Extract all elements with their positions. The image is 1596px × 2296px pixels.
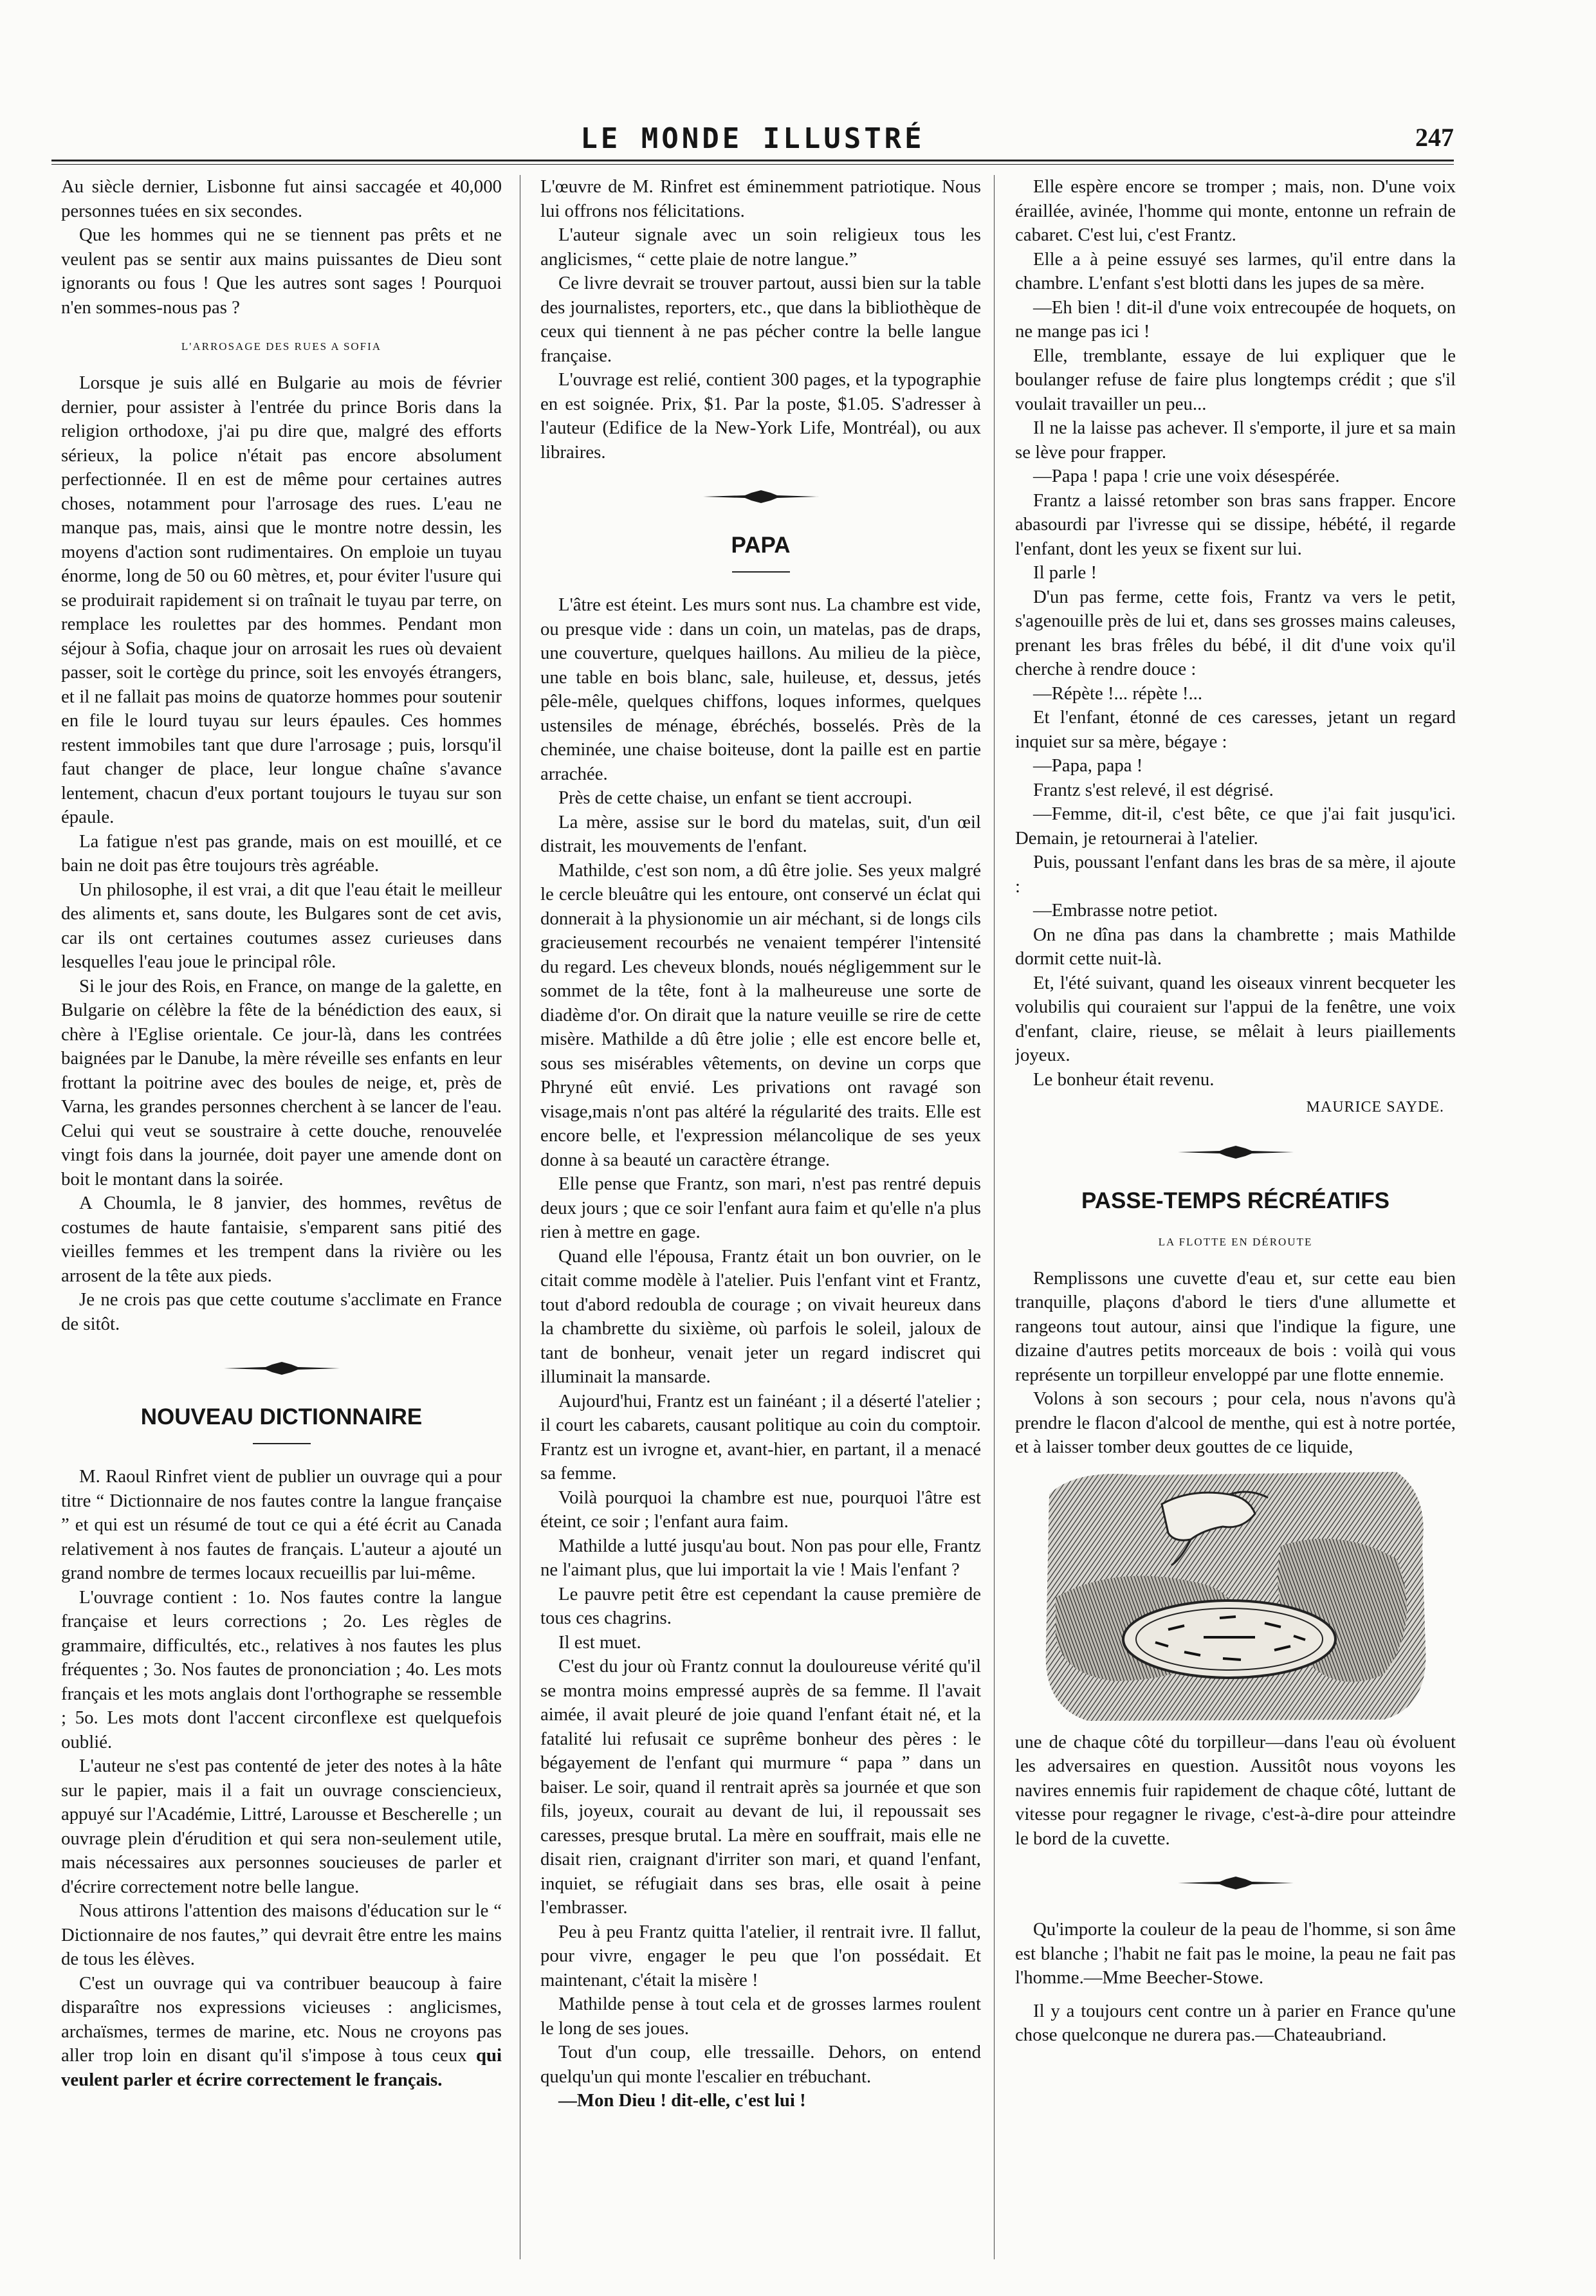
- paragraph: Nous attirons l'attention des maisons d'éducation sur le “ Dictionnaire de nos fautes,” qui devrait être entre les mains de tous les élèves.: [61, 1900, 502, 1969]
- paragraph: Elle espère encore se tromper ; mais, non. D'une voix éraillée, avinée, l'homme qui monte, entonne un refrain de cabaret. C'est lui, c'est Frantz.: [1015, 176, 1456, 245]
- paragraph: —Papa, papa !: [1033, 755, 1143, 776]
- paragraph: L'ouvrage contient : 1o. Nos fautes contre la langue française et leurs corrections ; 2o. Les règles de grammaire, difficultés, etc., relatives à nos fautes les plus fréquentes ; 3o. Nos fautes de prononciation ; 4o. Les mots français et les mots anglais dont l'orthographe se ressemble ; 5o. Les mots dont l'accent circonflexe est quelquefois oublié.: [61, 1586, 502, 1752]
- paragraph: Frantz a laissé retomber son bras sans frapper. Encore abasourdi par l'ivresse qui se dissipe, hébété, il regarde l'enfant, dont les yeux se fixent sur lui.: [1015, 490, 1456, 559]
- paragraph: La fatigue n'est pas grande, mais on est mouillé, et ce bain ne doit pas être toujours très agréable.: [61, 831, 502, 876]
- paragraph-text: C'est un ouvrage qui va contribuer beaucoup à faire disparaître nos expressions vicieuses : anglicismes, archaïsmes, termes de marine, etc. Nous ne croyons pas aller trop loin en disant qu'il s'impose à tous ceux: [61, 1972, 502, 2066]
- paragraph: —Eh bien ! dit-il d'une voix entrecoupée de hoquets, on ne mange pas ici !: [1015, 297, 1456, 342]
- paragraph: Mathilde a lutté jusqu'au bout. Non pas pour elle, Frantz ne l'aimant plus, que lui importait la vie ! Mais l'enfant ?: [540, 1535, 981, 1580]
- paragraph: Quand elle l'épousa, Frantz était un bon ouvrier, on le citait comme modèle à l'atelier. Puis l'enfant vint et Frantz, tout d'abord redoubla de courage ; on vivait heureux dans la chambrette du sixième, où parfois le soleil, jaloux de tant de bonheur, venait jeter un regard indiscret qui illuminait la mansarde.: [540, 1245, 981, 1387]
- paragraph: Lorsque je suis allé en Bulgarie au mois de février dernier, pour assister à l'entrée du prince Boris dans la religion orthodoxe, j'ai pu dire que, malgré des efforts sérieux, la police n'était pas encore absolument perfectionnée. Il en est de même pour certaines autres choses, notamment pour l'arrosage des rues. L'eau ne manque pas, mais, ainsi que le montre notre dessin, les moyens d'action sont rudimentaires. On emploie un tuyau énorme, long de 50 ou 60 mètres, et, pour éviter l'usure qui se produirait rapidement si on traînait le tuyau par terre, on remplace les roulettes par des hommes. Pendant mon séjour à Sofia, chaque jour on arrosait les rues où devaient passer, soit le cortège du prince, soit les envoyés étrangers, et il ne fallait pas moins de quatorze hommes pour soutenir en file le lourd tuyau sur leurs épaules. Ces hommes restent immobiles tant que dure l'arrosage ; puis, lorsqu'il faut changer de place, leur longue chaîne s'avance lentement, chacun d'eux portant toujours le tuyau sur son épaule.: [61, 372, 502, 827]
- paragraph: Elle a à peine essuyé ses larmes, qu'il entre dans la chambre. L'enfant s'est blotti dans les jupes de sa mère.: [1015, 248, 1456, 293]
- paragraph: Il parle !: [1033, 562, 1097, 583]
- column-1: [61, 175, 502, 2259]
- paragraph: Au siècle dernier, Lisbonne fut ainsi saccagée et 40,000 personnes tuées en six secondes.: [61, 176, 502, 221]
- paragraph: Ce livre devrait se trouver partout, aussi bien sur la table des journalistes, reporters, etc., que dans la bibliothèque de ceux qui tiennent à ne pas pécher contre la belle langue française.: [540, 273, 981, 366]
- paragraph: Frantz s'est relevé, il est dégrisé.: [1033, 779, 1274, 800]
- paragraph: Et, l'été suivant, quand les oiseaux vinrent becqueter les volubilis qui couraient sur l'appui de la fenêtre, une voix d'enfant, claire, rieuse, se mêlait à leurs piaillements joyeux.: [1015, 972, 1456, 1065]
- paragraph: Mathilde pense à tout cela et de grosses larmes roulent le long de ses joues.: [540, 1994, 981, 2039]
- ornament-divider: [540, 484, 981, 510]
- paragraph: Puis, poussant l'enfant dans les bras de sa mère, il ajoute :: [1015, 852, 1456, 897]
- paragraph: L'auteur signale avec un soin religieux tous les anglicismes, “ cette plaie de notre langue.”: [540, 225, 981, 270]
- paragraph: Il ne la laisse pas achever. Il s'emporte, il jure et sa main se lève pour frapper.: [1015, 418, 1456, 463]
- paragraph: Le bonheur était revenu.: [1033, 1069, 1215, 1090]
- paragraph: M. Raoul Rinfret vient de publier un ouvrage qui a pour titre “ Dictionnaire de nos fautes contre la langue française ” et qui est un résumé de tout ce qui a été écrit au Canada relativement à nos fautes de français. L'auteur a ajouté un grand nombre de termes locaux recueillis par lui-même.: [61, 1466, 502, 1583]
- paragraph: La mère, assise sur le bord du matelas, suit, d'un œil distrait, les mouvements de l'enfant.: [540, 811, 981, 856]
- section-title: PAPA: [731, 533, 791, 558]
- paragraph: A Choumla, le 8 janvier, des hommes, revêtus de costumes de haute fantaisie, s'emparent sans pitié des vieilles femmes et les trempent dans la rivière ou les arrosent de la tête aux pieds.: [61, 1193, 502, 1286]
- paragraph: [61, 1972, 502, 2093]
- paragraph: D'un pas ferme, cette fois, Frantz va vers le petit, s'agenouille près de lui et, dans ses grosses mains caleuses, prenant les bras frêles du bébé, il dit d'une voix qu'il cherche à rendre douce :: [1015, 586, 1456, 679]
- paragraph: Il est muet.: [558, 1631, 641, 1653]
- author-signature: MAURICE SAYDE.: [1306, 1099, 1444, 1116]
- paragraph: Près de cette chaise, un enfant se tient accroupi.: [558, 787, 913, 808]
- title-rule: [732, 571, 790, 573]
- paragraph: C'est du jour où Frantz connut la douloureuse vérité qu'il se montra moins empressé auprès de sa femme. Il l'avait aimée, il avait pleuré de joie quand l'enfant était né, et la fatalité lui refusait ce suprême bonheur des pères : le bégayement de l'enfant qui murmure “ papa ” dans un baiser. Le soir, quand il rentrait après sa journée et que son fils, joyeux, courait au devant de lui, il repoussait ses caresses, presque brutal. La mère en souffrait, mais elle ne disait rien, craignant d'irriter son mari, et quand l'enfant, inquiet, se réfugiait dans ses bras, elle osait à peine l'embrasser.: [540, 1656, 981, 1918]
- paragraph: —Répète !... répète !...: [1033, 683, 1203, 704]
- paragraph: Mathilde, c'est son nom, a dû être jolie. Ses yeux malgré le cercle bleuâtre qui les entoure, ont conservé un éclat qui donnerait à la physionomie un air méchant, si de longs cils gracieusement recourbés ne venaient tempérer l'intensité du regard. Les cheveux blonds, noués négligemment sur le sommet de la tête, font à la malheureuse une sorte de diadème d'or. On dirait que la nature veuille se rire de cette misère. Mathilde a dû être jolie ; elle est encore belle et, sous ses misérables vêtements, on devine un corps que Phryné eût envié. Les privations ont ravagé son visage,mais n'ont pas altéré la régularité des traits. Elle est encore belle, et l'expression mélancolique de ses yeux donne à sa beauté un caractère étrange.: [540, 859, 981, 1170]
- paragraph: Si le jour des Rois, en France, on mange de la galette, en Bulgarie on célèbre la fête de la bénédiction des eaux, si chère à l'Eglise orientale. Ce jour-là, dans les contrées baignées par le Danube, la mère réveille ses enfants en leur frottant la poitrine avec des boules de neige, et, près de Varna, les grandes personnes cherchent à se lancer de l'eau. Celui qui veut se soustraire à cette douche, renouvelée vingt fois dans la journée, doit payer une amende dont on boit le montant dans la soirée.: [61, 975, 502, 1189]
- paragraph: Peu à peu Frantz quitta l'atelier, il rentrait ivre. Il fallut, pour vivre, engager le peu que l'on possédait. Et maintenant, c'était la misère !: [540, 1921, 981, 1990]
- paragraph: —Mon Dieu ! dit-elle, c'est lui !: [558, 2090, 806, 2111]
- paragraph: L'auteur ne s'est pas contenté de jeter des notes à la hâte sur le papier, mais il a fait un ouvrage consciencieux, appuyé sur l'Académie, Littré, Larousse et Bescherelle ; un ouvrage plein d'érudition et qui sera non-seulement utile, mais nécessaires aux personnes soucieuses de parler et d'écrire correctement notre belle langue.: [61, 1756, 502, 1897]
- quotation: Il y a toujours cent contre un à parier en France qu'une chose quelconque ne durera pas.—Chateaubriand.: [1015, 2000, 1456, 2045]
- paragraph: une de chaque côté du torpilleur—dans l'eau où évoluent les adversaires en question. Aussitôt nous voyons les navires ennemis fuir rapidement de chaque côté, luttant de vitesse pour regagner le rivage, c'est-à-dire pour atteindre le bord de la cuvette.: [1015, 1731, 1456, 1849]
- column-divider: [994, 175, 995, 2259]
- paragraph: Elle, tremblante, essaye de lui expliquer que le boulanger refuse de faire plus longtemps crédit ; que s'il voulait travailler un peu...: [1015, 345, 1456, 414]
- paragraph: —Papa ! papa ! crie une voix désespérée.: [1033, 466, 1340, 486]
- ornament-divider: [1015, 1139, 1456, 1165]
- ornament-divider: [1015, 1870, 1456, 1896]
- paragraph-bold-text: qui veulent parler et écrire correctement le français.: [61, 2045, 502, 2090]
- article-heading: L'ARROSAGE DES RUES A SOFIA: [181, 340, 382, 353]
- newspaper-title: LE MONDE ILLUSTRÉ: [580, 122, 925, 155]
- ornament-divider: [61, 1355, 502, 1381]
- paragraph: L'ouvrage est relié, contient 300 pages, et la typographie en est soignée. Prix, $1. Par la poste, $1.05. S'adresser à l'auteur (Edifice de la New-York Life, Montréal), ou aux libraires.: [540, 369, 981, 463]
- page-number: 247: [1415, 123, 1454, 152]
- paragraph: Et l'enfant, étonné de ces caresses, jetant un regard inquiet sur sa mère, bégaye :: [1015, 707, 1456, 752]
- header-rule-thin: [51, 164, 1454, 165]
- masthead: [51, 122, 1454, 161]
- paragraph: L'œuvre de M. Rinfret est éminemment patriotique. Nous lui offrons nos félicitations.: [540, 176, 981, 221]
- paragraph: Que les hommes qui ne se tiennent pas prêts et ne veulent pas se sentir aux mains puissantes de Dieu sont ignorants ou fous ! Que les autres sont sages ! Pourquoi n'en sommes-nous pas ?: [61, 225, 502, 318]
- section-title: NOUVEAU DICTIONNAIRE: [140, 1404, 423, 1429]
- paragraph: Tout d'un coup, elle tressaille. Dehors, on entend quelqu'un qui monte l'escalier en trébuchant.: [540, 2042, 981, 2087]
- engraving-illustration: [1036, 1469, 1435, 1723]
- paragraph: Je ne crois pas que cette coutume s'acclimate en France de sitôt.: [61, 1289, 502, 1334]
- paragraph: —Embrasse notre petiot.: [1033, 900, 1218, 921]
- paragraph: Remplissons une cuvette d'eau et, sur cette eau bien tranquille, plaçons d'abord le tiers d'une allumette et rangeons tout autour, ainsi que l'indique la figure, une dizaine d'autres petits morceaux de bois : voilà qui vous représente un torpilleur enveloppé par une flotte ennemie.: [1015, 1267, 1456, 1385]
- column-2: [540, 175, 981, 2259]
- section-title: PASSE-TEMPS RÉCRÉATIFS: [1081, 1188, 1390, 1213]
- paragraph: Le pauvre petit être est cependant la cause première de tous ces chagrins.: [540, 1583, 981, 1628]
- paragraph: Voilà pourquoi la chambre est nue, pourquoi l'âtre est éteint, ce soir ; l'enfant aura faim.: [540, 1487, 981, 1532]
- paragraph: Aujourd'hui, Frantz est un fainéant ; il a déserté l'atelier ; il court les cabarets, causant politique au coin du comptoir. Frantz est un ivrogne et, avant-hier, en partant, il a menacé sa femme.: [540, 1390, 981, 1483]
- paragraph: Volons à son secours ; pour cela, nous n'avons qu'à prendre le flacon d'alcool de menthe, qui est à notre portée, et à laisser tomber deux gouttes de ce liquide,: [1015, 1388, 1456, 1457]
- article-heading: LA FLOTTE EN DÉROUTE: [1158, 1235, 1313, 1248]
- quotation: Qu'importe la couleur de la peau de l'homme, si son âme est blanche ; l'habit ne fait pas le moine, la peau ne fait pas l'homme.—Mme Beecher-Stowe.: [1015, 1919, 1456, 1988]
- paragraph: On ne dîna pas dans la chambrette ; mais Mathilde dormit cette nuit-là.: [1015, 924, 1456, 969]
- paragraph: Un philosophe, il est vrai, a dit que l'eau était le meilleur des aliments et, sans doute, les Bulgares sont de cet avis, car ils ont certaines coutumes assez curieuses dans lesquelles l'eau joue le principal rôle.: [61, 879, 502, 972]
- paragraph: —Femme, dit-il, c'est bête, ce que j'ai fait jusqu'ici. Demain, je retournerai à l'atelier.: [1015, 804, 1456, 849]
- title-rule: [253, 1443, 311, 1444]
- column-3: [1015, 175, 1456, 2259]
- paragraph: L'âtre est éteint. Les murs sont nus. La chambre est vide, ou presque vide : dans un coin, un matelas, pas de draps, une couverture, quelques haillons. Au milieu de la pièce, une table en bois blanc, sale, huileuse, et, dessus, jetés pêle-mêle, quelques chiffons, loques informes, quelques ustensiles de ménage, ébréchés, bosselés. Près de la cheminée, une chaise boiteuse, dont la paille est en partie arrachée.: [540, 594, 981, 784]
- header-rule: [51, 160, 1454, 161]
- paragraph: Elle pense que Frantz, son mari, n'est pas rentré depuis deux jours ; que ce soir l'enfant aura faim et qu'elle n'a plus rien à mettre en gage.: [540, 1173, 981, 1242]
